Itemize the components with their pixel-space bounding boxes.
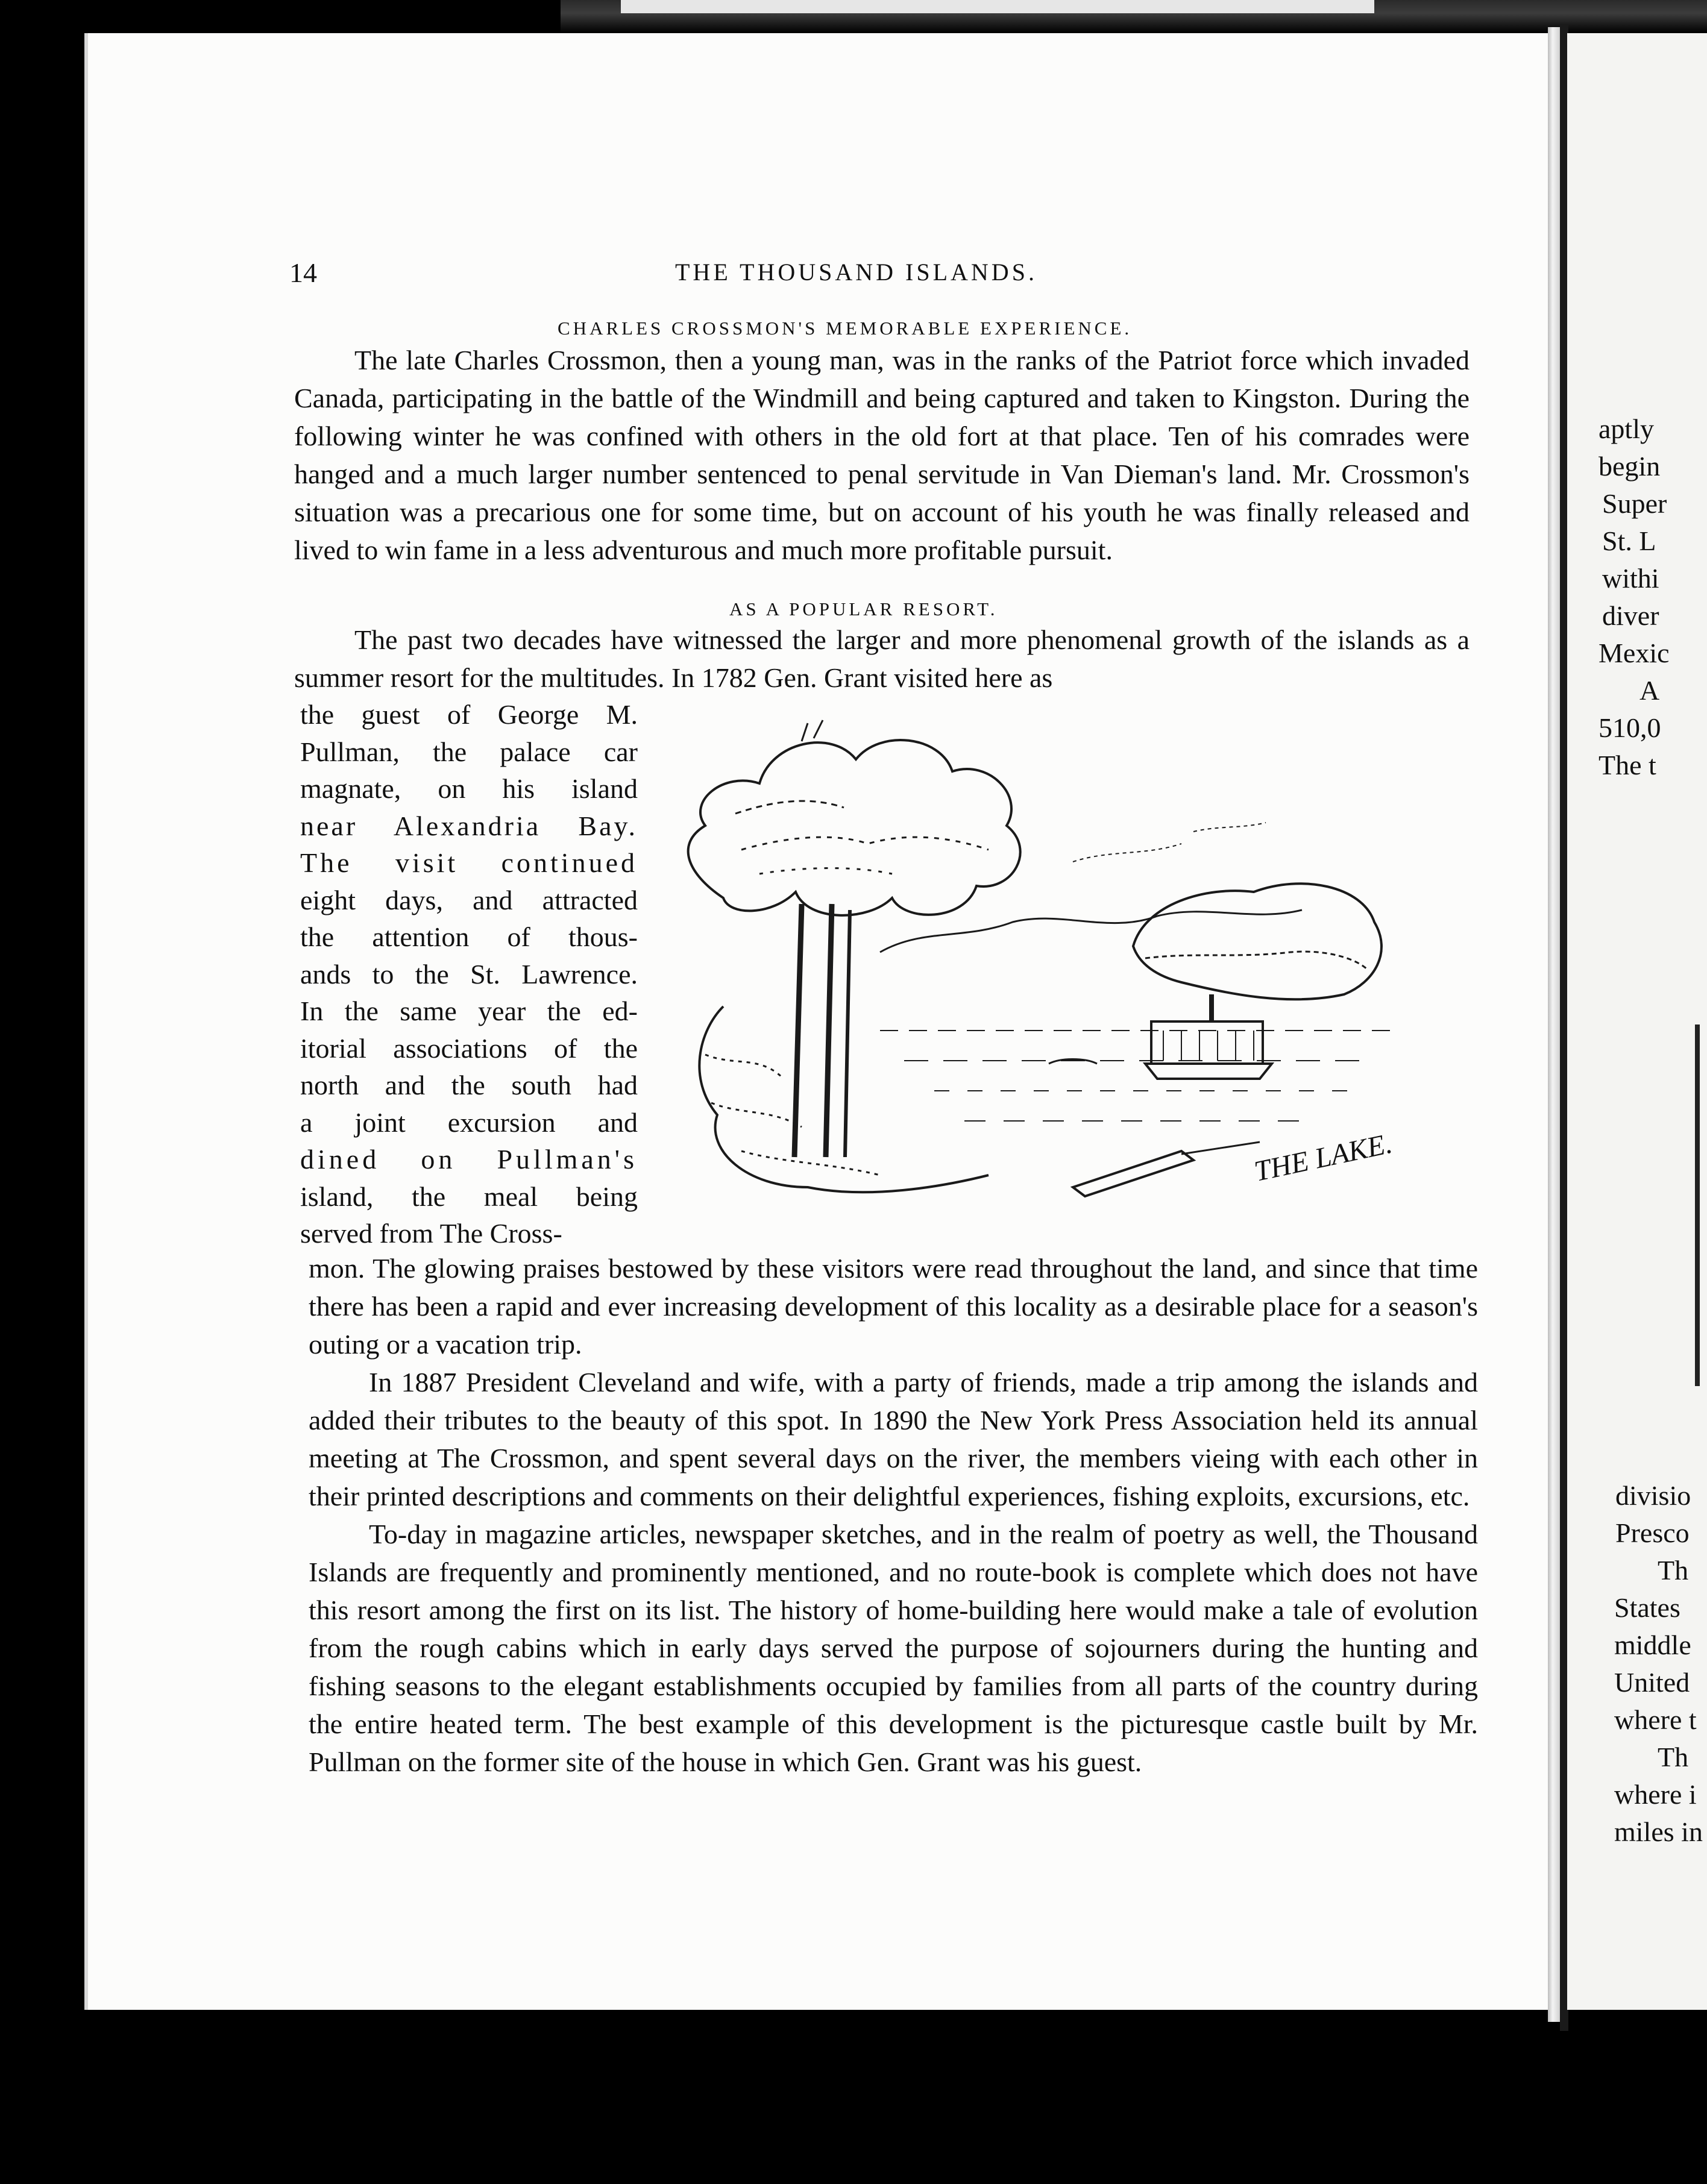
facing-fragment: aptly: [1599, 413, 1654, 444]
text-line: eight days, and attracted: [300, 884, 638, 915]
text-line: near Alexandria Bay.: [300, 810, 638, 841]
wrapped-column: [300, 696, 638, 1252]
section-heading-crossmon: CHARLES CROSSMON'S MEMORABLE EXPERIENCE.: [558, 318, 1133, 339]
paragraph: In 1887 President Cleveland and wife, with a party of friends, made a trip among the islands and added their tributes to the beauty of this spot. In 1890 the New York Press Association held its annual meeting at The Crossmon, and spent several days on the river, the members vieing with each other in their printed descriptions and comments on their delightful experiences, fishing exploits, excursions, etc.: [309, 1367, 1478, 1511]
facing-fragment: Presco: [1615, 1517, 1690, 1548]
facing-fragment: States: [1614, 1592, 1680, 1623]
facing-fragment: miles in: [1614, 1816, 1703, 1847]
text-line: In the same year the ed-: [300, 996, 638, 1026]
text-line: itorial associations of the: [300, 1032, 638, 1064]
text-line: served from The Cross-: [300, 1218, 562, 1249]
facing-fragment: begin: [1599, 451, 1661, 482]
lake-illustration: [651, 693, 1471, 1250]
page-number: 14: [289, 257, 317, 288]
text-line: dined on Pullman's: [300, 1144, 638, 1175]
facing-fragment: Th: [1658, 1742, 1689, 1772]
facing-page-rule: [1695, 1025, 1700, 1386]
page-edge: [1548, 27, 1560, 2022]
paragraph: mon. The glowing praises bestowed by these visitors were read throughout the land, and since that time there has been a rapid and ever increasing development of this locality as a desirable place for a season's outing or a vacation trip.: [309, 1253, 1478, 1360]
text-line: the attention of thous-: [300, 921, 638, 952]
facing-fragment: Mexic: [1599, 638, 1670, 668]
facing-fragment: diver: [1602, 600, 1659, 631]
section-heading-resort: AS A POPULAR RESORT.: [729, 598, 998, 620]
scan-top-paper: [621, 0, 1374, 13]
facing-fragment: where i: [1614, 1779, 1697, 1810]
resort-continuation: [309, 1249, 1478, 1781]
facing-fragment: Super: [1602, 488, 1667, 519]
text-line: Pullman, the palace car: [300, 736, 638, 767]
facing-fragment: where t: [1614, 1704, 1697, 1735]
paragraph: The late Charles Crossmon, then a young man, was in the ranks of the Patriot force which invaded Canada, participating in the battle of the Windmill and being captured and taken to Kingston. During the following winter he was confined with others in the old fort at that place. Ten of his comrades were hanged and a much larger number sentenced to penal servitude in Van Dieman's land. Mr. Crossmon's situation was a precarious one for some time, but on account of his youth he was finally released and lived to win fame in a less adventurous and much more profitable pursuit.: [294, 345, 1470, 565]
text-line: the guest of George M.: [300, 699, 638, 730]
text-line: a joint excursion and: [300, 1106, 638, 1138]
facing-fragment: 510,0: [1599, 712, 1661, 743]
crossmon-paragraph: [294, 341, 1470, 569]
facing-fragment: St. L: [1602, 526, 1656, 556]
facing-fragment: United: [1614, 1667, 1690, 1698]
illustration-caption: THE LAKE.: [1251, 1127, 1395, 1188]
running-title: THE THOUSAND ISLANDS.: [675, 259, 1037, 286]
facing-fragment: The t: [1599, 750, 1656, 780]
facing-fragment: divisio: [1615, 1480, 1691, 1511]
facing-fragment: A: [1639, 675, 1660, 706]
text-line: island, the meal being: [300, 1181, 638, 1212]
facing-fragment: withi: [1602, 563, 1659, 594]
text-line: north and the south had: [300, 1070, 638, 1100]
facing-fragment: middle: [1614, 1630, 1691, 1660]
facing-page: [1567, 33, 1707, 2010]
text-line: ands to the St. Lawrence.: [300, 958, 638, 990]
paragraph: To-day in magazine articles, newspaper sketches, and in the realm of poetry as well, the Thousand Islands are frequently and prominently mentioned, and no route-book is complete which does not have this resort among the first on its list. The history of home-building here would make a tale of evolution from the rough cabins which in early days served the purpose of sojourners during the hunting and fishing seasons to the elegant establishments occupied by families from all parts of the country during the entire heated term. The best example of this development is the picturesque castle built by Mr. Pullman on the former site of the house in which Gen. Grant was his guest.: [309, 1519, 1478, 1777]
text-line: magnate, on his island: [300, 773, 638, 804]
resort-intro: [294, 621, 1470, 697]
paragraph: The past two decades have witnessed the larger and more phenomenal growth of the islands as a summer resort for the multitudes. In 1782 Gen. Grant visited here as: [294, 624, 1470, 693]
facing-fragment: Th: [1658, 1555, 1689, 1586]
text-line: The visit continued: [300, 847, 638, 878]
